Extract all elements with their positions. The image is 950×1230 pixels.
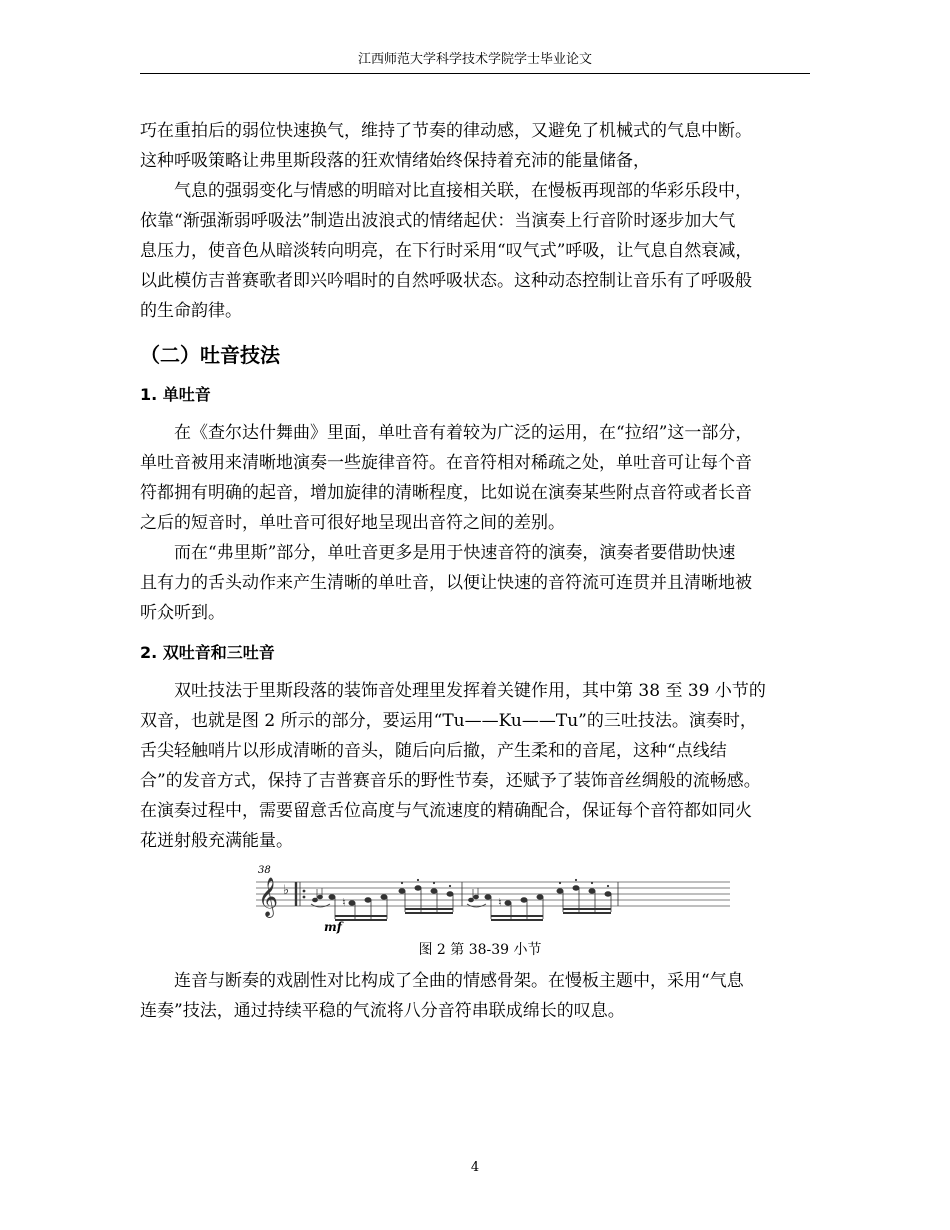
music-score-excerpt — [140, 864, 820, 934]
paragraph-3: 在《查尔达什舞曲》里面，单吐音有着较为广泛的运用，在“拉绍”这一部分， 单吐音被用来清晰地演奏一些旋律音符。在音符相对稀疏之处，单吐音可让每个音 符都拥有明确的起音，增加旋律的清晰程度，比如说在演奏某些附点音符或者长音 之后的短音时，单吐音可很好地呈现出音符之间的差别。 — [140, 423, 753, 533]
dynamic-marking: mf — [324, 920, 342, 934]
paragraph-4: 而在“弗里斯”部分，单吐音更多是用于快速音符的演奏，演奏者要借助快速 且有力的舌头动作来产生清晰的单吐音，以便让快速的音符流可连贯并且清晰地被 听众听到。 — [140, 543, 752, 623]
flat-icon: ♭ — [283, 883, 290, 898]
page-number: 4 — [470, 1160, 480, 1175]
header-rule — [140, 73, 810, 74]
svg-text:♮: ♮ — [342, 896, 346, 909]
figure-caption: 图 2 第 38-39 小节 — [418, 942, 542, 958]
page-body — [140, 116, 820, 1026]
paragraph-2: 气息的强弱变化与情感的明暗对比直接相关联，在慢板再现部的华彩乐段中， 依靠“渐强渐弱呼吸法”制造出波浪式的情绪起伏：当演奏上行音阶时逐步加大气 息压力，使音色从暗淡转向明亮，在下行时采用“叹气式”呼吸，让气息自然衰减， 以此模仿吉普赛歌者即兴吟唱时的自然呼吸状态。这种动态控制让音乐有了呼吸般 的生命韵律。 — [140, 181, 753, 321]
section-heading: （二）吐音技法 — [140, 343, 280, 367]
treble-clef-icon: 𝄞 — [258, 877, 279, 917]
subheading-single-tongue: 1. 单吐音 — [140, 385, 211, 404]
paragraph-6: 连音与断奏的戏剧性对比构成了全曲的情感骨架。在慢板主题中，采用“气息 连奏”技法，通过持续平稳的气流将八分音符串联成绵长的叹息。 — [140, 971, 744, 1021]
paragraph-1: 巧在重拍后的弱位快速换气，维持了节奏的律动感，又避免了机械式的气息中断。 这种呼吸策略让弗里斯段落的狂欢情绪始终保持着充沛的能量储备， — [140, 121, 752, 171]
svg-text:♮: ♮ — [498, 896, 502, 909]
measure-number: 38 — [258, 865, 271, 876]
paragraph-5: 双吐技法于里斯段落的装饰音处理里发挥着关键作用，其中第 38 至 39 小节的 双音，也就是图 2 所示的部分，要运用“Tu——Ku——Tu”的三吐技法。演奏时， 舌尖轻触哨片以形成清晰的音头，随后向后撤，产生柔和的音尾，这种“点线结 合”的发音方式，保持了吉普赛音乐的野性节奏，还赋予了装饰音丝绸般的流畅感。 在演奏过程中，需要留意舌位高度与气流速度的精确配合，保证每个音符都如同火 花迸射般充满能量。 — [140, 681, 766, 851]
staff-lines — [256, 882, 730, 906]
subheading-double-triple-tongue: 2. 双吐音和三吐音 — [140, 643, 275, 662]
music-score-figure — [140, 864, 820, 934]
running-header: 江西师范大学科学技术学院学士毕业论文 — [357, 52, 592, 67]
